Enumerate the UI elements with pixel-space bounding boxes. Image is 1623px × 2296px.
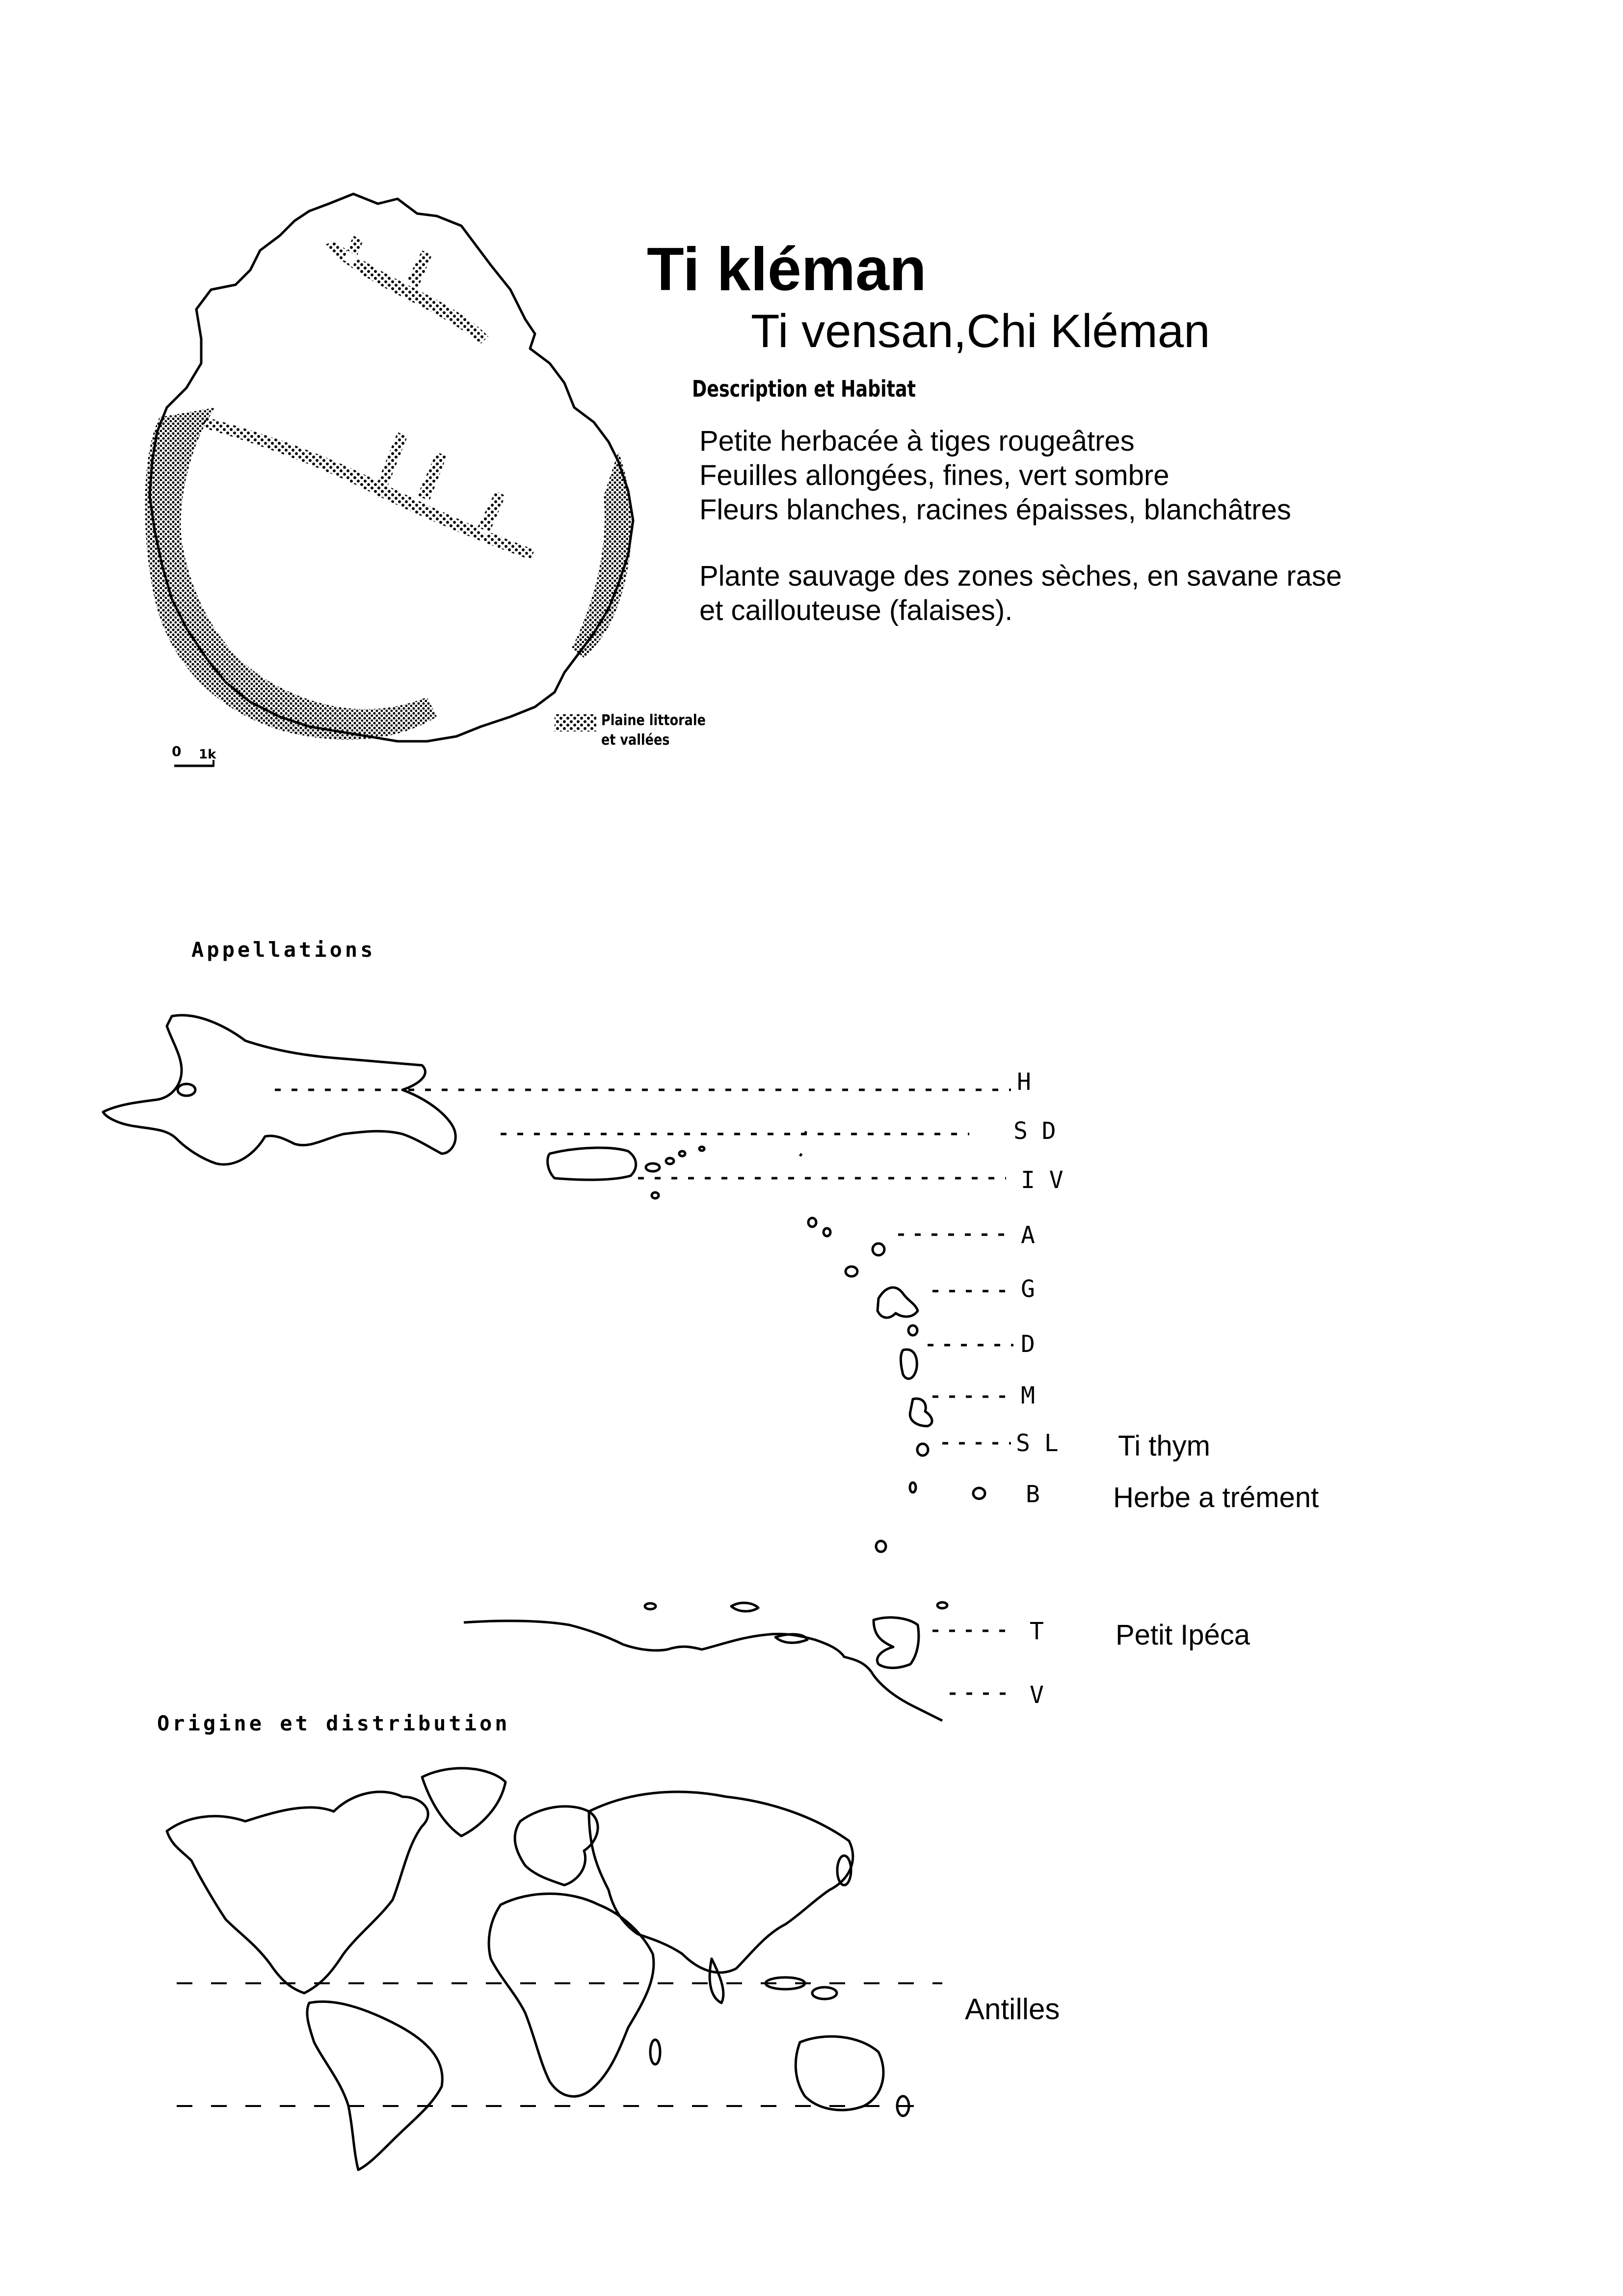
description-line: Plante sauvage des zones sèches, en savane rase: [699, 560, 1342, 592]
guadeloupe-outline: [878, 1288, 918, 1318]
valley-south: [201, 417, 535, 560]
valley-north: [324, 236, 488, 344]
code-v: V: [1030, 1681, 1044, 1709]
plant-subtitle: Ti vensan,Chi Kléman: [751, 305, 1210, 357]
distribution-region: Antilles: [965, 1993, 1060, 2026]
island-map: [123, 177, 663, 785]
code-b: B: [1026, 1481, 1040, 1508]
code-sd: S D: [1013, 1117, 1056, 1145]
code-iv: I V: [1021, 1166, 1064, 1194]
greenland-outline: [422, 1768, 506, 1836]
description-line: Feuilles allongées, fines, vert sombre: [699, 459, 1170, 491]
legend-label-1: Plaine littorale: [601, 712, 706, 729]
caribbean-map: [98, 1011, 1080, 1728]
north-america-outline: [167, 1792, 428, 1993]
coastal-plain-east: [572, 452, 631, 658]
description-heading: Description et Habitat: [692, 376, 916, 402]
plant-title: Ti kléman: [647, 236, 927, 303]
legend-label-2: et vallées: [601, 731, 670, 749]
code-t: T: [1030, 1618, 1044, 1645]
code-m: M: [1021, 1382, 1035, 1409]
legend-swatch: [555, 714, 596, 731]
name-petit-ipeca: Petit Ipéca: [1116, 1619, 1251, 1651]
south-america-coast: [464, 1621, 942, 1721]
description-line: Fleurs blanches, racines épaisses, blanchâtres: [699, 494, 1291, 526]
europe-outline: [515, 1807, 598, 1885]
scale-unit: 1k: [199, 747, 216, 762]
description-line: et caillouteuse (falaises).: [699, 594, 1013, 626]
appellations-heading: Appellations: [191, 938, 376, 962]
code-d: D: [1021, 1330, 1035, 1358]
trinidad-outline: [874, 1618, 919, 1668]
south-america-outline: [307, 2001, 442, 2170]
martinique-outline: [910, 1399, 932, 1426]
code-sl: S L: [1016, 1430, 1059, 1457]
code-h: H: [1017, 1068, 1031, 1096]
scale-zero: 0: [172, 743, 182, 759]
code-a: A: [1021, 1221, 1035, 1249]
world-map: [147, 1748, 982, 2170]
africa-outline: [489, 1894, 654, 2097]
puerto-rico-outline: [548, 1148, 636, 1180]
distribution-heading: Origine et distribution: [157, 1711, 510, 1735]
asia-outline: [589, 1792, 853, 1972]
australia-outline: [796, 2036, 883, 2110]
code-g: G: [1021, 1275, 1035, 1303]
dominica-outline: [901, 1350, 917, 1378]
name-ti-thym: Ti thym: [1118, 1430, 1210, 1462]
island-south-1: [731, 1603, 758, 1611]
description-line: Petite herbacée à tiges rougeâtres: [699, 425, 1135, 457]
name-herbe-a-trement: Herbe a trément: [1113, 1482, 1319, 1513]
